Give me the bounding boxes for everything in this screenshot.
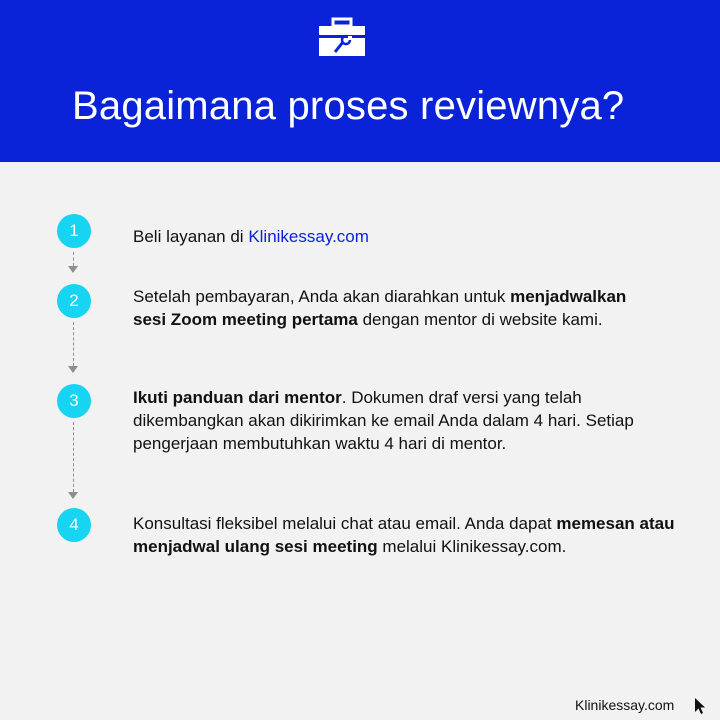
step-number-2: 2 [57, 284, 91, 318]
step-3-text-after: . Dokumen draf versi yang telah dikembangkan akan dikirimkan ke email Anda dalam 4 hari. Setiap pengerjaan membutuhkan waktu 4 hari di mentor. [133, 388, 634, 453]
step-4-bold: memesan atau menjadwal ulang sesi meeting [133, 514, 675, 556]
step-number-3: 3 [57, 384, 91, 418]
arrow-down-icon [68, 366, 78, 373]
arrow-down-icon [68, 266, 78, 273]
step-4-text-before: Konsultasi fleksibel melalui chat atau email. Anda dapat [133, 514, 557, 533]
step-text-2 [133, 285, 653, 331]
step-text-1 [133, 225, 689, 248]
step-2-text-before: Setelah pembayaran, Anda akan diarahkan untuk [133, 287, 511, 306]
step-2-text-after: dengan mentor di website kami. [357, 310, 603, 329]
header-banner [0, 0, 720, 162]
cursor-icon [693, 697, 707, 715]
step-2-bold: menjadwalkan sesi Zoom meeting pertama [133, 287, 627, 329]
step-number-4: 4 [57, 508, 91, 542]
page-title: Bagaimana proses reviewnya? [72, 84, 625, 128]
step-text-3 [133, 386, 689, 455]
step-connector-1 [73, 252, 74, 266]
footer-brand: Klinikessay.com [575, 697, 675, 713]
arrow-down-icon [68, 492, 78, 499]
step-number-1: 1 [57, 214, 91, 248]
step-connector-2 [73, 322, 74, 366]
step-4-text-after: melalui Klinikessay.com. [377, 537, 567, 556]
klinikessay-link[interactable]: Klinikessay.com [248, 227, 369, 246]
toolbox-icon [318, 16, 366, 58]
step-3-bold: Ikuti panduan dari mentor [133, 388, 342, 407]
step-text-4 [133, 512, 689, 558]
step-1-text: Beli layanan di [133, 227, 249, 246]
step-connector-3 [73, 422, 74, 492]
